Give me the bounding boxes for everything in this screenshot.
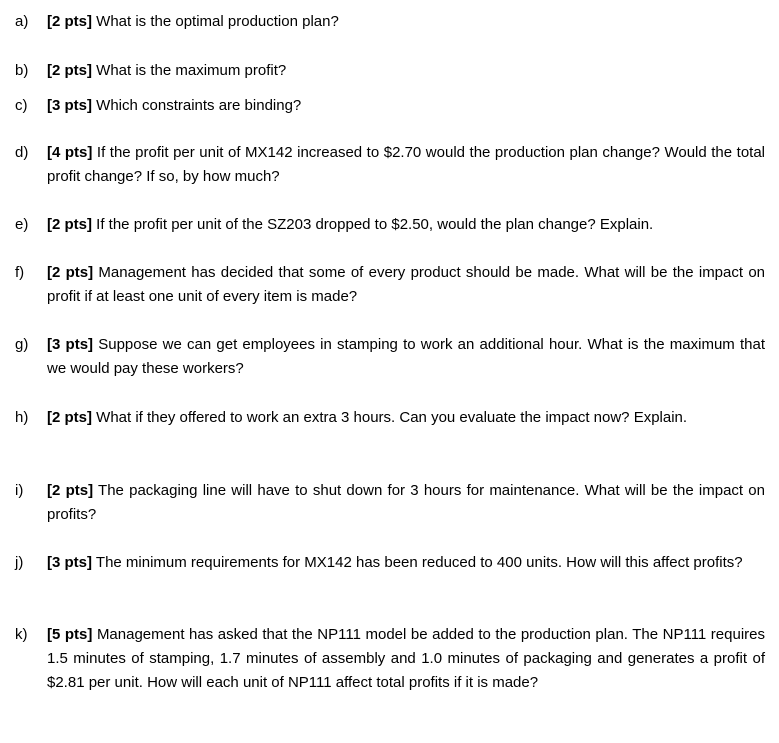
question-text: Which constraints are binding? — [96, 97, 302, 114]
question-letter: c) — [15, 97, 28, 114]
question-letter: b) — [15, 62, 29, 79]
question-text-block — [47, 333, 765, 381]
question-text: If the profit per unit of the SZ203 dropped to $2.50, would the plan change? Explain. — [96, 216, 654, 233]
question-letter: a) — [15, 13, 29, 30]
question-points: [2 pts] — [47, 409, 92, 426]
question-text: Management has decided that some of every product should be made. What will be the impact on profit if at least one unit of every item is made? — [47, 264, 766, 305]
question-text-block — [47, 94, 765, 118]
question-text: If the profit per unit of MX142 increased to $2.70 would the production plan change? Would the total profit change? If so, by how much? — [47, 144, 766, 185]
question-text-block — [47, 141, 765, 189]
question-points: [2 pts] — [47, 482, 94, 499]
question-letter: e) — [15, 216, 29, 233]
question-points: [3 pts] — [47, 554, 92, 571]
question-text: What if they offered to work an extra 3 hours. Can you evaluate the impact now? Explain. — [96, 409, 688, 426]
question-points: [2 pts] — [47, 13, 92, 30]
question-letter: k) — [15, 626, 28, 643]
question-points: [3 pts] — [47, 97, 92, 114]
question-points: [5 pts] — [47, 626, 93, 643]
question-letter: i) — [15, 482, 24, 499]
question-letter: d) — [15, 144, 29, 161]
question-text-block — [47, 10, 765, 34]
question-text: The packaging line will have to shut down for 3 hours for maintenance. What will be the impact on profits? — [47, 482, 765, 523]
question-letter: g) — [15, 336, 29, 353]
question-letter: f) — [15, 264, 25, 281]
question-text-block — [47, 623, 765, 695]
question-text: What is the optimal production plan? — [96, 13, 339, 30]
question-points: [4 pts] — [47, 144, 93, 161]
question-letter: h) — [15, 409, 29, 426]
question-text: Suppose we can get employees in stamping to work an additional hour. What is the maximum that we would pay these workers? — [47, 336, 765, 377]
question-points: [2 pts] — [47, 62, 92, 79]
question-points: [2 pts] — [47, 264, 94, 281]
question-text: Management has asked that the NP111 model be added to the production plan. The NP111 requires 1.5 minutes of stamping, 1.7 minutes of assembly and 1.0 minutes of packaging and generates a profit of $2.81 per unit. How will each unit of NP111 affect total profits if it is made? — [47, 626, 765, 691]
question-text-block — [47, 551, 765, 575]
question-text-block — [47, 406, 765, 430]
question-text-block — [47, 261, 765, 309]
question-text-block — [47, 479, 765, 527]
question-text: The minimum requirements for MX142 has been reduced to 400 units. How will this affect profits? — [95, 554, 743, 571]
question-text-block — [47, 213, 765, 237]
question-points: [3 pts] — [47, 336, 94, 353]
question-text-block — [47, 59, 765, 83]
question-text: What is the maximum profit? — [96, 62, 287, 79]
question-letter: j) — [15, 554, 24, 571]
question-points: [2 pts] — [47, 216, 92, 233]
